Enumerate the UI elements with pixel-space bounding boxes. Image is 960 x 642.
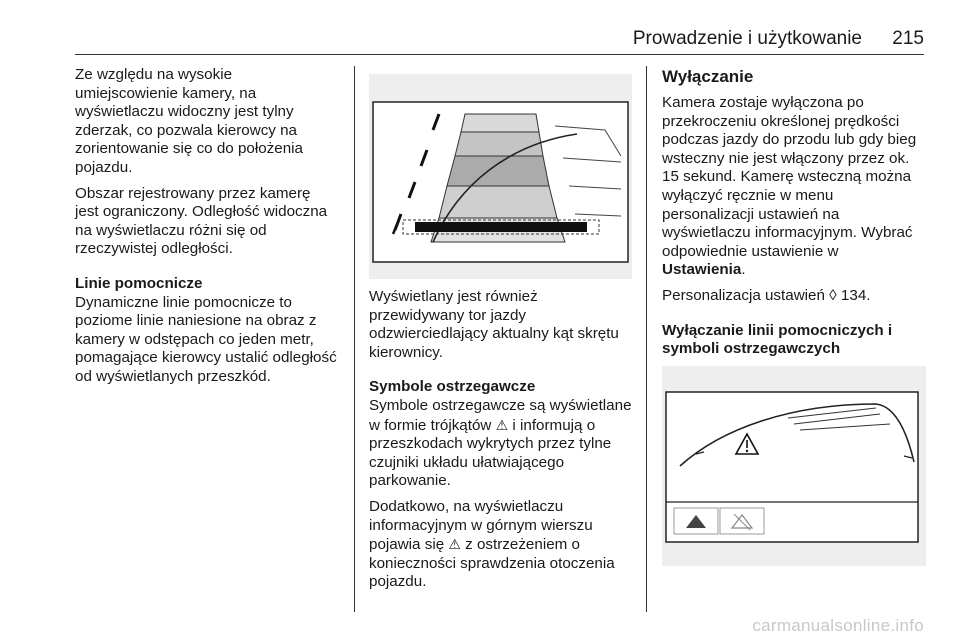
warning-triangle-icon: ⚠ <box>495 416 509 433</box>
heading-guide-lines: Linie pomocnicze <box>75 274 203 292</box>
paragraph-info-display: Dodatkowo, na wyświetlaczu informacyjnym w górnym wierszu pojawia się ⚠ z ostrzeżeniem o konieczności sprawdzenia otoczenia pojazdu. <box>369 497 615 591</box>
column-3 <box>662 66 926 359</box>
page-reference-icon: ◊ <box>829 286 837 304</box>
page-header <box>75 28 924 55</box>
heading-warning-symbols: Symbole ostrzegawcze <box>369 378 536 396</box>
paragraph-guide-lines: Dynamiczne linie pomocnicze to poziome linie naniesione na obraz z kamery w odstępach co jeden metr, pomagające kierowcy ustalić odległość od wyświetlanych przeszkód. <box>75 293 337 385</box>
page-number: 215 <box>892 28 924 49</box>
column-divider-2 <box>646 66 647 612</box>
column-2 <box>369 288 632 599</box>
paragraph-predicted-path: Wyświetlany jest również przewidywany tor jazdy odzwierciedlający aktualny kąt skrętu kierownicy. <box>369 288 619 361</box>
paragraph-camera-area: Obszar rejestrowany przez kamerę jest ograniczony. Odległość widoczna na wyświetlaczu różni się od rzeczywistej odległości. <box>75 184 328 258</box>
paragraph-personalization-ref: Personalizacja ustawień ◊ 134. <box>662 286 871 304</box>
column-1 <box>75 66 337 394</box>
guidelines-illustration <box>369 74 632 279</box>
paragraph-warning-symbols: Symbole ostrzegawcze są wyświetlane w formie trójkątów ⚠ i informują o przeszkodach wykrytych przez tylne czujniki układu ułatwiającego parkowanie. <box>369 396 632 490</box>
warning-symbols-toggle-button[interactable] <box>720 508 764 534</box>
heading-disable-guidelines: Wyłączanie linii pomocniczych i symboli ostrzegawczych <box>662 321 893 358</box>
settings-label: Ustawienia <box>662 261 742 279</box>
watermark: carmanualsonline.info <box>752 616 924 635</box>
section-title: Prowadzenie i użytkowanie <box>632 28 862 49</box>
warning-triangle-icon: ⚠ <box>448 536 461 553</box>
heading-deactivation: Wyłączanie <box>662 67 754 86</box>
paragraph-camera-position: Ze względu na wysokie umiejscowienie kamery, na wyświetlaczu widoczny jest tylny zderzak, co pozwala kierowcy na zorientowanie się co do położenia pojazdu. <box>75 66 303 176</box>
disable-guidelines-illustration <box>662 366 926 566</box>
paragraph-deactivation: Kamera zostaje wyłączona po przekroczeniu określonej prędkości podczas jazdy do przodu lub gdy bieg wsteczny nie jest włączony przez ok. 15 sekund. Kamerę wsteczną można wyłączyć ręcznie w menu personalizacji ustawień na wyświetlaczu informacyjnym. Wybrać odpowiednie ustawienie w Ustawienia. <box>662 94 917 279</box>
column-divider-1 <box>354 66 355 612</box>
figure-disable-guidelines <box>662 366 926 566</box>
figure-camera-guidelines <box>369 74 632 279</box>
